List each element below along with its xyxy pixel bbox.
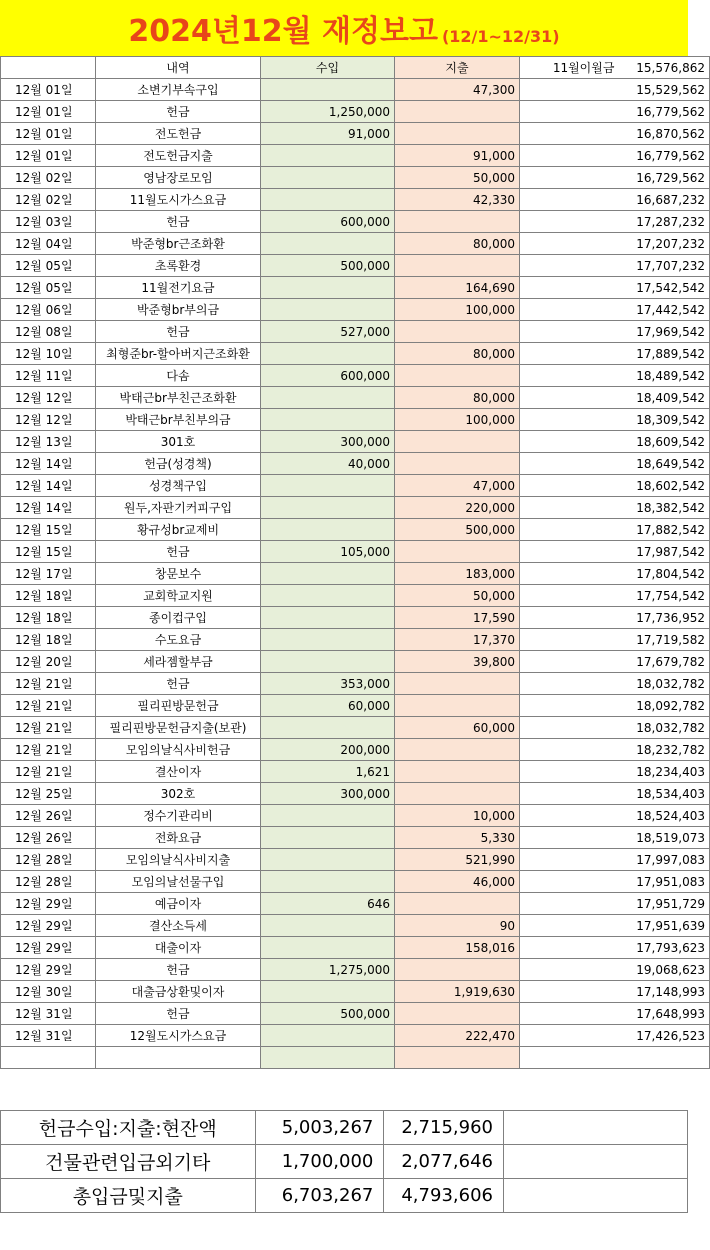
entry-description: 박태근br부친근조화환 [96,387,261,409]
entry-income: 300,000 [261,783,395,805]
ledger-row [1,783,710,805]
entry-income [261,497,395,519]
entry-description: 헌금 [96,211,261,233]
ledger-row [1,871,710,893]
summary-income: 1,700,000 [255,1145,384,1179]
entry-income: 40,000 [261,453,395,475]
entry-expense: 50,000 [395,167,520,189]
entry-expense [395,101,520,123]
entry-income: 600,000 [261,365,395,387]
entry-income [261,299,395,321]
entry-expense [395,1003,520,1025]
entry-expense: 47,300 [395,79,520,101]
summary-row [1,1179,688,1213]
entry-date: 12월 15일 [1,541,96,563]
entry-balance: 15,529,562 [520,79,710,101]
entry-date: 12월 01일 [1,145,96,167]
summary-label: 건물관련입금외기타 [1,1145,256,1179]
ledger-row [1,431,710,453]
entry-balance: 18,489,542 [520,365,710,387]
entry-date: 12월 04일 [1,233,96,255]
entry-income [261,717,395,739]
entry-balance: 18,382,542 [520,497,710,519]
report-date-range: (12/1~12/31) [441,27,560,46]
ledger-row [1,145,710,167]
entry-balance: 17,969,542 [520,321,710,343]
entry-description: 대출금상환및이자 [96,981,261,1003]
entry-date: 12월 31일 [1,1003,96,1025]
entry-date: 12월 01일 [1,79,96,101]
entry-date: 12월 21일 [1,673,96,695]
entry-expense: 164,690 [395,277,520,299]
entry-balance: 17,882,542 [520,519,710,541]
entry-date: 12월 26일 [1,805,96,827]
entry-description: 황규성br교제비 [96,519,261,541]
entry-date: 12월 26일 [1,827,96,849]
ledger-row [1,1003,710,1025]
entry-description: 박준형br부의금 [96,299,261,321]
entry-date: 12월 14일 [1,453,96,475]
entry-income [261,167,395,189]
entry-income: 200,000 [261,739,395,761]
ledger-row [1,453,710,475]
ledger-row [1,497,710,519]
ledger-row [1,805,710,827]
entry-income: 1,250,000 [261,101,395,123]
ledger-row [1,387,710,409]
entry-balance: 17,793,623 [520,937,710,959]
summary-expense: 2,715,960 [384,1111,504,1145]
entry-balance: 19,068,623 [520,959,710,981]
entry-balance: 18,609,542 [520,431,710,453]
entry-expense [395,893,520,915]
entry-expense [395,959,520,981]
entry-description: 결산소득세 [96,915,261,937]
entry-balance: 17,736,952 [520,607,710,629]
entry-balance: 16,779,562 [520,145,710,167]
entry-income [261,387,395,409]
entry-date: 12월 21일 [1,761,96,783]
entry-description: 수도요금 [96,629,261,651]
ledger-row [1,321,710,343]
entry-balance: 18,524,403 [520,805,710,827]
entry-date: 12월 18일 [1,607,96,629]
ledger-row [1,101,710,123]
entry-description: 원두,자판기커피구입 [96,497,261,519]
entry-income [261,937,395,959]
empty-cell [96,1047,261,1069]
entry-expense [395,123,520,145]
entry-description: 교회학교지원 [96,585,261,607]
entry-income [261,585,395,607]
entry-balance: 18,309,542 [520,409,710,431]
entry-expense [395,739,520,761]
entry-description: 창문보수 [96,563,261,585]
summary-table [0,1110,688,1213]
entry-description: 영남장로모임 [96,167,261,189]
entry-balance: 18,032,782 [520,717,710,739]
entry-date: 12월 29일 [1,893,96,915]
entry-expense [395,211,520,233]
entry-date: 12월 17일 [1,563,96,585]
entry-balance: 17,679,782 [520,651,710,673]
entry-expense: 50,000 [395,585,520,607]
entry-description: 모임의날식사비헌금 [96,739,261,761]
ledger-row [1,299,710,321]
entry-income [261,981,395,1003]
summary-blank [503,1145,687,1179]
entry-expense [395,431,520,453]
ledger-row [1,233,710,255]
entry-income [261,629,395,651]
entry-expense [395,673,520,695]
summary-label: 총입금및지출 [1,1179,256,1213]
entry-date: 12월 21일 [1,695,96,717]
entry-expense [395,783,520,805]
entry-balance: 17,804,542 [520,563,710,585]
entry-balance: 18,649,542 [520,453,710,475]
entry-description: 전도헌금지출 [96,145,261,167]
entry-balance: 17,719,582 [520,629,710,651]
entry-description: 헌금(성경책) [96,453,261,475]
empty-cell [520,1047,710,1069]
entry-expense: 5,330 [395,827,520,849]
entry-date: 12월 13일 [1,431,96,453]
entry-description: 모임의날선물구입 [96,871,261,893]
summary-row [1,1145,688,1179]
entry-income [261,827,395,849]
entry-date: 12월 29일 [1,915,96,937]
entry-description: 전화요금 [96,827,261,849]
entry-income [261,519,395,541]
entry-description: 박태근br부친부의금 [96,409,261,431]
entry-expense [395,453,520,475]
carryover-label: 11월이월금 [552,61,615,75]
entry-description: 성경책구입 [96,475,261,497]
entry-description: 최형준br-할아버지근조화환 [96,343,261,365]
ledger-row [1,607,710,629]
entry-date: 12월 03일 [1,211,96,233]
entry-balance: 17,997,083 [520,849,710,871]
entry-balance: 17,207,232 [520,233,710,255]
entry-expense: 222,470 [395,1025,520,1047]
entry-date: 12월 06일 [1,299,96,321]
entry-income: 300,000 [261,431,395,453]
entry-description: 예금이자 [96,893,261,915]
entry-description: 모임의날식사비지출 [96,849,261,871]
ledger-row [1,673,710,695]
entry-income: 1,275,000 [261,959,395,981]
ledger-row [1,79,710,101]
entry-balance: 17,442,542 [520,299,710,321]
summary-label: 헌금수입:지출:현잔액 [1,1111,256,1145]
ledger-row [1,277,710,299]
summary-expense: 2,077,646 [384,1145,504,1179]
entry-date: 12월 20일 [1,651,96,673]
entry-description: 헌금 [96,673,261,695]
summary-blank [503,1179,687,1213]
entry-date: 12월 05일 [1,255,96,277]
entry-date: 12월 08일 [1,321,96,343]
entry-balance: 17,889,542 [520,343,710,365]
entry-balance: 18,032,782 [520,673,710,695]
ledger-row [1,365,710,387]
entry-description: 헌금 [96,959,261,981]
entry-income [261,189,395,211]
ledger-row [1,761,710,783]
entry-description: 초록환경 [96,255,261,277]
summary-expense: 4,793,606 [384,1179,504,1213]
entry-description: 다솜 [96,365,261,387]
entry-expense [395,541,520,563]
entry-expense: 10,000 [395,805,520,827]
summary-income: 6,703,267 [255,1179,384,1213]
entry-balance: 18,234,403 [520,761,710,783]
entry-income [261,651,395,673]
entry-date: 12월 01일 [1,123,96,145]
ledger-row [1,981,710,1003]
entry-description: 헌금 [96,1003,261,1025]
entry-expense [395,255,520,277]
entry-expense: 60,000 [395,717,520,739]
entry-expense [395,761,520,783]
ledger-row [1,409,710,431]
entry-date: 12월 31일 [1,1025,96,1047]
entry-expense: 80,000 [395,233,520,255]
entry-balance: 16,779,562 [520,101,710,123]
summary-income: 5,003,267 [255,1111,384,1145]
ledger-row [1,189,710,211]
entry-description: 세라젬할부금 [96,651,261,673]
entry-date: 12월 30일 [1,981,96,1003]
entry-income [261,805,395,827]
entry-date: 12월 28일 [1,871,96,893]
ledger-row [1,937,710,959]
ledger-row [1,255,710,277]
entry-description: 결산이자 [96,761,261,783]
entry-expense: 17,590 [395,607,520,629]
entry-date: 12월 02일 [1,189,96,211]
entry-date: 12월 11일 [1,365,96,387]
entry-income [261,343,395,365]
ledger-header-row [1,57,710,79]
ledger-row [1,167,710,189]
entry-income [261,871,395,893]
entry-date: 12월 18일 [1,629,96,651]
ledger-row [1,563,710,585]
entry-expense: 100,000 [395,409,520,431]
entry-balance: 17,648,993 [520,1003,710,1025]
entry-expense: 90 [395,915,520,937]
entry-description: 대출이자 [96,937,261,959]
ledger-row [1,475,710,497]
entry-expense: 220,000 [395,497,520,519]
ledger-row [1,717,710,739]
entry-date: 12월 25일 [1,783,96,805]
entry-balance: 16,729,562 [520,167,710,189]
entry-expense [395,695,520,717]
entry-date: 12월 12일 [1,387,96,409]
entry-expense: 158,016 [395,937,520,959]
entry-expense [395,365,520,387]
entry-date: 12월 12일 [1,409,96,431]
header-income-cell: 수입 [261,57,395,79]
entry-expense: 500,000 [395,519,520,541]
entry-income: 353,000 [261,673,395,695]
entry-description: 정수기관리비 [96,805,261,827]
ledger-row [1,915,710,937]
entry-balance: 16,687,232 [520,189,710,211]
entry-description: 필리핀방문헌금 [96,695,261,717]
entry-expense: 39,800 [395,651,520,673]
entry-expense: 100,000 [395,299,520,321]
ledger-row [1,629,710,651]
entry-balance: 16,870,562 [520,123,710,145]
entry-income [261,915,395,937]
entry-expense: 1,919,630 [395,981,520,1003]
entry-date: 12월 21일 [1,739,96,761]
ledger-row [1,893,710,915]
header-expense-cell: 지출 [395,57,520,79]
entry-description: 302호 [96,783,261,805]
entry-expense: 42,330 [395,189,520,211]
entry-expense [395,321,520,343]
entry-expense: 521,990 [395,849,520,871]
entry-date: 12월 14일 [1,475,96,497]
entry-description: 소변기부속구입 [96,79,261,101]
entry-income [261,849,395,871]
carryover-value: 15,576,862 [636,61,705,75]
entry-balance: 17,987,542 [520,541,710,563]
entry-income: 600,000 [261,211,395,233]
entry-balance: 17,148,993 [520,981,710,1003]
ledger-row [1,211,710,233]
entry-balance: 18,092,782 [520,695,710,717]
entry-date: 12월 18일 [1,585,96,607]
entry-date: 12월 29일 [1,959,96,981]
entry-date: 12월 21일 [1,717,96,739]
entry-income [261,1025,395,1047]
entry-expense: 80,000 [395,343,520,365]
entry-expense: 80,000 [395,387,520,409]
entry-date: 12월 29일 [1,937,96,959]
entry-expense: 47,000 [395,475,520,497]
entry-income [261,79,395,101]
ledger-row [1,651,710,673]
entry-income [261,233,395,255]
report-title: 2024년12월 재정보고 [128,14,438,49]
empty-cell [261,1047,395,1069]
report-title-bar [0,0,688,57]
entry-income [261,563,395,585]
ledger-row [1,343,710,365]
ledger-row [1,541,710,563]
entry-description: 박준형br근조화환 [96,233,261,255]
ledger-row [1,1025,710,1047]
entry-date: 12월 05일 [1,277,96,299]
entry-income: 500,000 [261,1003,395,1025]
entry-income: 91,000 [261,123,395,145]
summary-blank [503,1111,687,1145]
entry-description: 필리핀방문헌금지출(보관) [96,717,261,739]
entry-income: 527,000 [261,321,395,343]
entry-balance: 17,951,639 [520,915,710,937]
entry-balance: 18,602,542 [520,475,710,497]
empty-cell [395,1047,520,1069]
ledger-row [1,849,710,871]
ledger-row [1,695,710,717]
entry-income [261,475,395,497]
entry-date: 12월 14일 [1,497,96,519]
ledger-row [1,123,710,145]
entry-income [261,277,395,299]
summary-row [1,1111,688,1145]
entry-description: 헌금 [96,101,261,123]
entry-income: 60,000 [261,695,395,717]
entry-balance: 18,519,073 [520,827,710,849]
entry-date: 12월 28일 [1,849,96,871]
entry-description: 헌금 [96,541,261,563]
header-date-cell [1,57,96,79]
entry-balance: 17,707,232 [520,255,710,277]
ledger-table [0,56,710,1069]
ledger-row [1,827,710,849]
entry-income [261,409,395,431]
entry-date: 12월 02일 [1,167,96,189]
entry-description: 11월전기요금 [96,277,261,299]
ledger-row [1,739,710,761]
header-carryover-cell [520,57,710,79]
entry-income: 1,621 [261,761,395,783]
ledger-row [1,959,710,981]
empty-cell [1,1047,96,1069]
entry-balance: 17,426,523 [520,1025,710,1047]
entry-description: 301호 [96,431,261,453]
entry-balance: 17,951,083 [520,871,710,893]
entry-date: 12월 15일 [1,519,96,541]
entry-expense: 183,000 [395,563,520,585]
entry-description: 헌금 [96,321,261,343]
entry-balance: 17,542,542 [520,277,710,299]
entry-balance: 17,951,729 [520,893,710,915]
entry-description: 종이컵구입 [96,607,261,629]
entry-expense: 17,370 [395,629,520,651]
entry-balance: 18,409,542 [520,387,710,409]
entry-expense: 91,000 [395,145,520,167]
entry-balance: 17,287,232 [520,211,710,233]
ledger-row [1,519,710,541]
entry-description: 12월도시가스요금 [96,1025,261,1047]
entry-expense: 46,000 [395,871,520,893]
entry-income: 646 [261,893,395,915]
entry-income: 500,000 [261,255,395,277]
entry-income [261,607,395,629]
entry-income [261,145,395,167]
ledger-empty-row [1,1047,710,1069]
entry-date: 12월 10일 [1,343,96,365]
entry-date: 12월 01일 [1,101,96,123]
entry-description: 11월도시가스요금 [96,189,261,211]
entry-balance: 17,754,542 [520,585,710,607]
entry-description: 전도헌금 [96,123,261,145]
header-desc-cell: 내역 [96,57,261,79]
entry-income: 105,000 [261,541,395,563]
entry-balance: 18,232,782 [520,739,710,761]
ledger-row [1,585,710,607]
entry-balance: 18,534,403 [520,783,710,805]
